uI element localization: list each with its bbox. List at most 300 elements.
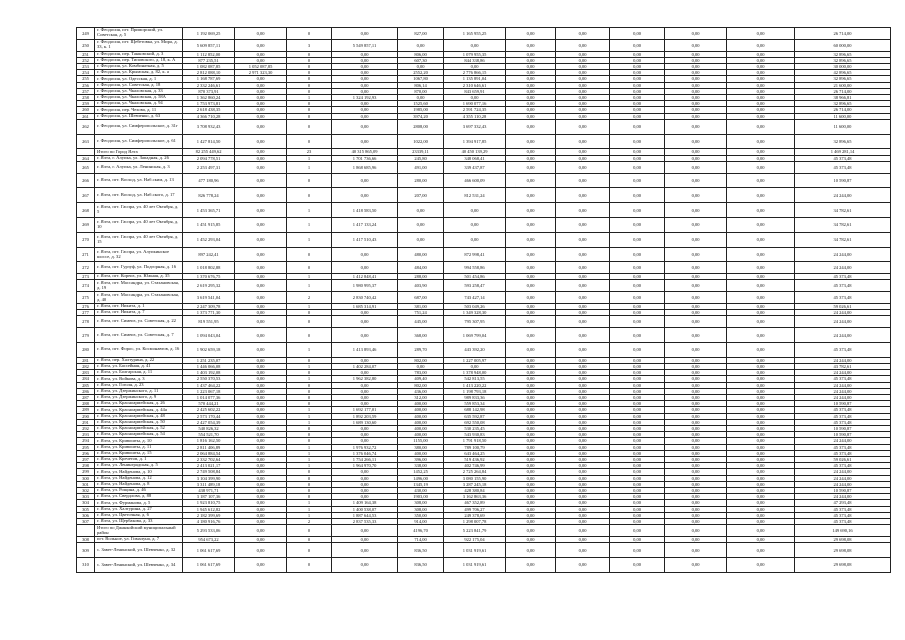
cell-cost-col-3: 0,00 bbox=[235, 370, 287, 376]
cell-cost-col-13: 32 896,65 bbox=[795, 76, 891, 82]
cell-cost-col-10: 0,00 bbox=[610, 512, 665, 518]
cell-cost-col-11: 0,00 bbox=[665, 395, 727, 401]
cell-cost-col-9: 0,00 bbox=[556, 357, 610, 363]
cell-count-col-4: 1 bbox=[287, 232, 332, 247]
cell-cost-col-12: 0,00 bbox=[727, 382, 795, 388]
cell-cost-col-11: 0,00 bbox=[665, 88, 727, 94]
cell-cost-col-9: 0,00 bbox=[556, 155, 610, 161]
cell-total-cost: 3 311 489,18 bbox=[183, 481, 235, 487]
cell-cost-col-5: 0,00 bbox=[332, 438, 398, 444]
cell-total-cost: 1 370 676,75 bbox=[183, 274, 235, 280]
cell-total-cost: 1 902 659,18 bbox=[183, 343, 235, 358]
cell-row-number: 306 bbox=[77, 512, 95, 518]
cell-cost-col-9: 0,00 bbox=[556, 382, 610, 388]
table-row bbox=[77, 558, 891, 573]
cell-row-number: 275 bbox=[77, 292, 95, 304]
cell-cost-col-3: 0,00 bbox=[235, 316, 287, 328]
cell-cost-col-3: 0,00 bbox=[235, 506, 287, 512]
cell-address: г. Ялта, ул. Войкова, д. 3 bbox=[95, 376, 183, 382]
cell-address: г. Феодосия, пгт. Щебетовка, ул. Мира, д. 33, к. 1 bbox=[95, 39, 183, 51]
cell-cost-col-7: 843 659,91 bbox=[444, 88, 506, 94]
cell-cost-col-8: 0,00 bbox=[506, 82, 556, 88]
cell-total-cost: 1 452 293,04 bbox=[183, 232, 235, 247]
cell-cost-col-7: 593 258,47 bbox=[444, 280, 506, 292]
cell-cost-col-12: 0,00 bbox=[727, 506, 795, 512]
cell-cost-col-5: 0,00 bbox=[332, 247, 398, 262]
cell-address: с. Завет-Ленинский, ул. Шевченко, д. 32 bbox=[95, 543, 183, 558]
cell-cost-col-7: 922 175,04 bbox=[444, 537, 506, 543]
cell-cost-col-9: 0,00 bbox=[556, 413, 610, 419]
cell-cost-col-9: 0,00 bbox=[556, 450, 610, 456]
cell-cost-col-5: 0,00 bbox=[332, 57, 398, 63]
cell-cost-col-3: 0,00 bbox=[235, 149, 287, 155]
cell-cost-col-7: 443 392,20 bbox=[444, 343, 506, 358]
cell-row-number: 249 bbox=[77, 28, 95, 40]
cell-cost-col-3: 0,00 bbox=[235, 218, 287, 233]
cell-row-number: 290 bbox=[77, 413, 95, 419]
cell-total-cost: 3 104 399,90 bbox=[183, 475, 235, 481]
cell-cost-col-9: 0,00 bbox=[556, 401, 610, 407]
cell-cost-col-5: 0,00 bbox=[332, 316, 398, 328]
cell-cost-col-8: 0,00 bbox=[506, 155, 556, 161]
cell-address: г. Ялта, ул. Найденова, д. 12 bbox=[95, 475, 183, 481]
cell-cost-col-8: 0,00 bbox=[506, 558, 556, 573]
cell-cost-col-8: 0,00 bbox=[506, 388, 556, 394]
cell-count-col-4: 0 bbox=[287, 370, 332, 376]
cell-cost-col-9: 0,00 bbox=[556, 316, 610, 328]
cell-cost-col-9: 0,00 bbox=[556, 519, 610, 525]
cell-total-cost: 1 403 192,08 bbox=[183, 370, 235, 376]
cell-total-cost: 82 255 449,62 bbox=[183, 149, 235, 155]
cell-cost-col-11: 0,00 bbox=[665, 450, 727, 456]
cell-cost-col-12: 0,00 bbox=[727, 481, 795, 487]
cell-total-cost: 1 362 860,24 bbox=[183, 95, 235, 101]
cell-cost-col-7: 1 791 918,50 bbox=[444, 438, 506, 444]
cell-cost-col-3: 0,00 bbox=[235, 388, 287, 394]
cell-cost-col-3: 0,00 bbox=[235, 463, 287, 469]
cell-cost-col-10: 0,00 bbox=[610, 376, 665, 382]
cell-cost-col-13: 45 373,48 bbox=[795, 155, 891, 161]
cell-cost-col-8: 0,00 bbox=[506, 407, 556, 413]
cell-cost-col-5: 1 324 192,93 bbox=[332, 95, 398, 101]
cell-total-cost: 477 180,96 bbox=[183, 173, 235, 188]
cell-row-number bbox=[77, 525, 95, 537]
cell-cost-col-3: 0,00 bbox=[235, 413, 287, 419]
cell-total-cost: 1 753 973,81 bbox=[183, 101, 235, 107]
cell-cost-col-5: 0,00 bbox=[332, 543, 398, 558]
cell-row-number: 283 bbox=[77, 370, 95, 376]
cell-cost-col-10: 0,00 bbox=[610, 543, 665, 558]
cell-cost-col-3: 0,00 bbox=[235, 432, 287, 438]
cell-cost-col-12: 0,00 bbox=[727, 450, 795, 456]
cell-cost-col-10: 0,00 bbox=[610, 274, 665, 280]
cell-cost-col-5: 1 412 848,41 bbox=[332, 274, 398, 280]
cell-cost-col-5: 0,00 bbox=[332, 357, 398, 363]
cell-cost-col-8: 0,00 bbox=[506, 525, 556, 537]
cell-cost-col-5: 0,00 bbox=[332, 310, 398, 316]
cell-cost-col-12: 0,00 bbox=[727, 512, 795, 518]
cell-row-number: 301 bbox=[77, 481, 95, 487]
cell-count-col-4: 0 bbox=[287, 134, 332, 149]
cell-cost-col-12: 0,00 bbox=[727, 88, 795, 94]
table-row bbox=[77, 173, 891, 188]
cell-cost-col-3: 0,00 bbox=[235, 51, 287, 57]
cell-cost-col-13: 29 698,08 bbox=[795, 558, 891, 573]
cell-cost-col-9: 0,00 bbox=[556, 432, 610, 438]
cell-cost-col-3: 0,00 bbox=[235, 457, 287, 463]
cell-cost-col-5: 0,00 bbox=[332, 525, 398, 537]
cell-cost-col-10: 0,00 bbox=[610, 134, 665, 149]
cell-cost-col-11: 0,00 bbox=[665, 155, 727, 161]
cell-cost-col-9: 0,00 bbox=[556, 512, 610, 518]
cell-cost-col-5: 0,00 bbox=[332, 262, 398, 274]
cell-cost-col-11: 0,00 bbox=[665, 39, 727, 51]
cell-cost-col-5: 0,00 bbox=[332, 370, 398, 376]
cell-count-col-4: 0 bbox=[287, 488, 332, 494]
cell-cost-col-12: 0,00 bbox=[727, 525, 795, 537]
cell-cost-col-13: 45 373,48 bbox=[795, 512, 891, 518]
cell-cost-col-10: 0,00 bbox=[610, 101, 665, 107]
cell-cost-col-3: 0,00 bbox=[235, 39, 287, 51]
cell-cost-col-9: 0,00 bbox=[556, 51, 610, 57]
cell-area: 836,50 bbox=[398, 558, 444, 573]
cell-cost-col-9: 0,00 bbox=[556, 494, 610, 500]
cell-cost-col-13: 34 782,61 bbox=[795, 203, 891, 218]
cell-cost-col-7: 3 697 332,43 bbox=[444, 119, 506, 134]
cell-cost-col-11: 0,00 bbox=[665, 388, 727, 394]
cell-address: г. Ялта, ул. Рощина, д. 46 bbox=[95, 488, 183, 494]
cell-cost-col-8: 0,00 bbox=[506, 232, 556, 247]
cell-cost-col-11: 0,00 bbox=[665, 218, 727, 233]
cell-cost-col-10: 0,00 bbox=[610, 537, 665, 543]
cell-address: г. Феодосия, пер. Чехова, д. 11 bbox=[95, 107, 183, 113]
cell-cost-col-9: 0,00 bbox=[556, 426, 610, 432]
cell-cost-col-5: 0,00 bbox=[332, 328, 398, 343]
cell-row-number: 268 bbox=[77, 203, 95, 218]
cell-total-cost: 1 018 802,88 bbox=[183, 262, 235, 274]
cell-cost-col-13: 42 896,65 bbox=[795, 70, 891, 76]
cell-cost-col-12: 0,00 bbox=[727, 444, 795, 450]
cell-cost-col-3: 0,00 bbox=[235, 494, 287, 500]
cell-area: 806,14 bbox=[398, 82, 444, 88]
cell-cost-col-8: 0,00 bbox=[506, 134, 556, 149]
cell-cost-col-5: 1 892 203,59 bbox=[332, 413, 398, 419]
cell-cost-col-3: 0,00 bbox=[235, 161, 287, 173]
cell-row-number: 308 bbox=[77, 537, 95, 543]
cell-total-cost: 1 061 617,69 bbox=[183, 543, 235, 558]
cell-area: 1155,00 bbox=[398, 438, 444, 444]
cell-cost-col-3: 0,00 bbox=[235, 444, 287, 450]
cell-address: г. Ялта, ул. Дзержинского, д. 9 bbox=[95, 395, 183, 401]
cell-address: г. Ялта, ул. Свердлова, д. 88 bbox=[95, 494, 183, 500]
cell-cost-col-9: 0,00 bbox=[556, 500, 610, 506]
cell-cost-col-10: 0,00 bbox=[610, 494, 665, 500]
cell-cost-col-3: 0,00 bbox=[235, 500, 287, 506]
cell-cost-col-7: 4 355 110,28 bbox=[444, 113, 506, 119]
cell-total-cost: 3 708 932,43 bbox=[183, 119, 235, 134]
cell-cost-col-7: 467 352,89 bbox=[444, 500, 506, 506]
cell-cost-col-3: 0,00 bbox=[235, 304, 287, 310]
cell-cost-col-10: 0,00 bbox=[610, 450, 665, 456]
cell-cost-col-10: 0,00 bbox=[610, 426, 665, 432]
table-row bbox=[77, 262, 891, 274]
cell-cost-col-11: 0,00 bbox=[665, 469, 727, 475]
cell-cost-col-10: 0,00 bbox=[610, 388, 665, 394]
cell-cost-col-12: 0,00 bbox=[727, 101, 795, 107]
cell-cost-col-3: 0,00 bbox=[235, 450, 287, 456]
cell-cost-col-5: 40 315 865,09 bbox=[332, 149, 398, 155]
cell-cost-col-12: 0,00 bbox=[727, 519, 795, 525]
cell-count-col-4: 0 bbox=[287, 310, 332, 316]
cell-cost-col-12: 0,00 bbox=[727, 119, 795, 134]
cell-address: г. Ялта, ул. Кривошты, д. 11 bbox=[95, 444, 183, 450]
cell-cost-col-11: 0,00 bbox=[665, 310, 727, 316]
cell-cost-col-13: 45 373,48 bbox=[795, 450, 891, 456]
cell-cost-col-7: 0,00 bbox=[444, 203, 506, 218]
cell-cost-col-10: 0,00 bbox=[610, 280, 665, 292]
cell-cost-col-7: 789 100,79 bbox=[444, 444, 506, 450]
cell-cost-col-12: 0,00 bbox=[727, 134, 795, 149]
cell-cost-col-8: 0,00 bbox=[506, 203, 556, 218]
cell-cost-col-13: 11 600,00 bbox=[795, 113, 891, 119]
cell-cost-col-12: 0,00 bbox=[727, 203, 795, 218]
cell-cost-col-7: 872 998,41 bbox=[444, 247, 506, 262]
cell-cost-col-5: 1 689 130,60 bbox=[332, 419, 398, 425]
document-page bbox=[76, 27, 890, 573]
cell-cost-col-3: 0,00 bbox=[235, 558, 287, 573]
cell-area: 1525,60 bbox=[398, 101, 444, 107]
cell-address: г. Ялта, ул. Халтурина, д. 27 bbox=[95, 506, 183, 512]
cell-cost-col-12: 0,00 bbox=[727, 413, 795, 419]
cell-area: 870,00 bbox=[398, 88, 444, 94]
cell-cost-col-13: 38 966,81 bbox=[795, 95, 891, 101]
table-row bbox=[77, 292, 891, 304]
cell-cost-col-9: 0,00 bbox=[556, 101, 610, 107]
cell-cost-col-9: 0,00 bbox=[556, 292, 610, 304]
cell-cost-col-13: 10 590,87 bbox=[795, 426, 891, 432]
cell-count-col-4: 1 bbox=[287, 407, 332, 413]
cell-total-cost: 1 446 066,08 bbox=[183, 364, 235, 370]
cell-cost-col-8: 0,00 bbox=[506, 28, 556, 40]
cell-row-number: 309 bbox=[77, 543, 95, 558]
cell-cost-col-3: 0,00 bbox=[235, 469, 287, 475]
cell-cost-col-11: 0,00 bbox=[665, 274, 727, 280]
cell-count-col-4: 0 bbox=[287, 469, 332, 475]
cell-count-col-4: 0 bbox=[287, 543, 332, 558]
cell-count-col-4: 1 bbox=[287, 218, 332, 233]
cell-total-cost: 1 014 077,36 bbox=[183, 395, 235, 401]
cell-cost-col-8: 0,00 bbox=[506, 149, 556, 155]
cell-cost-col-10: 0,00 bbox=[610, 407, 665, 413]
cell-cost-col-3: 0,00 bbox=[235, 88, 287, 94]
cell-cost-col-12: 0,00 bbox=[727, 51, 795, 57]
cell-total-cost: 1 094 043,04 bbox=[183, 328, 235, 343]
cell-cost-col-10: 0,00 bbox=[610, 395, 665, 401]
cell-cost-col-10: 0,00 bbox=[610, 95, 665, 101]
cell-cost-col-10: 0,00 bbox=[610, 188, 665, 203]
cell-count-col-4: 1 bbox=[287, 457, 332, 463]
cell-address: Итого по Город Ялта bbox=[95, 149, 183, 155]
cell-cost-col-3: 0,00 bbox=[235, 232, 287, 247]
cell-cost-col-12: 0,00 bbox=[727, 232, 795, 247]
cell-cost-col-12: 0,00 bbox=[727, 155, 795, 161]
cell-area: 914,00 bbox=[398, 519, 444, 525]
cell-cost-col-10: 0,00 bbox=[610, 469, 665, 475]
cell-cost-col-7: 2 591 724,35 bbox=[444, 107, 506, 113]
cell-cost-col-11: 0,00 bbox=[665, 304, 727, 310]
cell-address: г. Ялта, пгт. Массандра, ул. Стахановская, д. 40 bbox=[95, 292, 183, 304]
cell-cost-col-7: 348 068,41 bbox=[444, 155, 506, 161]
cell-area: 312,00 bbox=[398, 395, 444, 401]
cell-cost-col-9: 0,00 bbox=[556, 173, 610, 188]
cell-cost-col-5: 0,00 bbox=[332, 382, 398, 388]
cell-cost-col-5: 1 754 266,11 bbox=[332, 457, 398, 463]
cell-area: 0,00 bbox=[398, 39, 444, 51]
cell-cost-col-3: 0,00 bbox=[235, 376, 287, 382]
table-row bbox=[77, 218, 891, 233]
cell-area: 245,80 bbox=[398, 155, 444, 161]
cell-total-cost: 2 332 702,64 bbox=[183, 457, 235, 463]
cell-address: г. Ялта, ул. Красноармейская, д. 50 bbox=[95, 419, 183, 425]
cell-total-cost: 2 749 508,84 bbox=[183, 469, 235, 475]
cell-cost-col-7: 402 746,99 bbox=[444, 463, 506, 469]
cell-total-cost: 1 223 067,18 bbox=[183, 388, 235, 394]
cell-cost-col-12: 0,00 bbox=[727, 280, 795, 292]
cell-count-col-4: 0 bbox=[287, 51, 332, 57]
cell-address: г. Ялта, ул. Гоголя, д. 23 bbox=[95, 382, 183, 388]
cell-count-col-4: 0 bbox=[287, 395, 332, 401]
table-row bbox=[77, 343, 891, 358]
cell-cost-col-7: 1 690 077,16 bbox=[444, 101, 506, 107]
cell-cost-col-10: 0,00 bbox=[610, 57, 665, 63]
cell-cost-col-11: 0,00 bbox=[665, 364, 727, 370]
table-row bbox=[77, 525, 891, 537]
cell-cost-col-10: 0,00 bbox=[610, 500, 665, 506]
table-row bbox=[77, 280, 891, 292]
cell-cost-col-13: 1 469 281,14 bbox=[795, 149, 891, 155]
cell-cost-col-8: 0,00 bbox=[506, 376, 556, 382]
cell-cost-col-7: 1 413 220,22 bbox=[444, 382, 506, 388]
cell-cost-col-9: 0,00 bbox=[556, 82, 610, 88]
cell-cost-col-5: 1 402 284,07 bbox=[332, 364, 398, 370]
cell-cost-col-8: 0,00 bbox=[506, 419, 556, 425]
cell-area: 0,00 bbox=[398, 95, 444, 101]
cell-cost-col-8: 0,00 bbox=[506, 426, 556, 432]
cell-cost-col-10: 0,00 bbox=[610, 161, 665, 173]
cell-address: г. Ялта, ул. Цветочная, д. 6 bbox=[95, 512, 183, 518]
cell-row-number: 252 bbox=[77, 57, 95, 63]
cell-area: 1067,80 bbox=[398, 76, 444, 82]
cell-cost-col-10: 0,00 bbox=[610, 51, 665, 57]
cell-area: 400,00 bbox=[398, 432, 444, 438]
cell-total-cost: 1 061 617,69 bbox=[183, 558, 235, 573]
cell-cost-col-7: 466 600,09 bbox=[444, 173, 506, 188]
cell-cost-col-13: 24 244,00 bbox=[795, 357, 891, 363]
cell-area: 806,00 bbox=[398, 51, 444, 57]
cell-address: г. Ялта, ул. Красноармейская, д. 54 bbox=[95, 432, 183, 438]
cell-cost-col-13: 24 244,00 bbox=[795, 310, 891, 316]
cell-count-col-4: 0 bbox=[287, 316, 332, 328]
cell-address: г. Феодосия, ул. Симферопольское, д. 61 bbox=[95, 134, 183, 149]
cell-cost-col-10: 0,00 bbox=[610, 444, 665, 450]
cell-total-cost: 2 425 602,22 bbox=[183, 407, 235, 413]
cell-cost-col-9: 0,00 bbox=[556, 134, 610, 149]
cell-count-col-4: 1 bbox=[287, 512, 332, 518]
cell-cost-col-13: 21 600,00 bbox=[795, 82, 891, 88]
cell-cost-col-3: 1 052 087,85 bbox=[235, 64, 287, 70]
cell-count-col-4: 1 bbox=[287, 203, 332, 218]
cell-cost-col-9: 0,00 bbox=[556, 370, 610, 376]
cell-total-cost: 2 094 778,51 bbox=[183, 155, 235, 161]
cell-cost-col-10: 0,00 bbox=[610, 203, 665, 218]
cell-cost-col-11: 0,00 bbox=[665, 537, 727, 543]
cell-total-cost: 819 551,95 bbox=[183, 316, 235, 328]
cell-cost-col-5: 0,00 bbox=[332, 537, 398, 543]
cell-address: г. Ялта, ул. Красноармейская, д. 48 bbox=[95, 413, 183, 419]
cell-row-number: 294 bbox=[77, 438, 95, 444]
cell-cost-col-10: 0,00 bbox=[610, 328, 665, 343]
cell-cost-col-8: 0,00 bbox=[506, 274, 556, 280]
cell-cost-col-12: 0,00 bbox=[727, 426, 795, 432]
cell-address: г. Феодосия, ул. Чкаловская, д. 33 bbox=[95, 88, 183, 94]
cell-area: 714,00 bbox=[398, 537, 444, 543]
cell-cost-col-11: 0,00 bbox=[665, 512, 727, 518]
cell-cost-col-5: 1 868 685,96 bbox=[332, 161, 398, 173]
cell-cost-col-9: 0,00 bbox=[556, 444, 610, 450]
cell-count-col-4: 1 bbox=[287, 500, 332, 506]
cell-cost-col-10: 0,00 bbox=[610, 107, 665, 113]
cell-cost-col-11: 0,00 bbox=[665, 494, 727, 500]
cell-count-col-4: 0 bbox=[287, 64, 332, 70]
cell-address: г. Феодосия, ул. Шевченко, д. 63 bbox=[95, 113, 183, 119]
cell-cost-col-7: 0,00 bbox=[444, 64, 506, 70]
cell-cost-col-12: 0,00 bbox=[727, 173, 795, 188]
cell-cost-col-13: 30 000,00 bbox=[795, 64, 891, 70]
cell-cost-col-3: 0,00 bbox=[235, 280, 287, 292]
cell-cost-col-8: 0,00 bbox=[506, 395, 556, 401]
cell-address: г. Ялта, пгт. Гаспра, ул. Алупкинское шоссе, д. 32 bbox=[95, 247, 183, 262]
cell-cost-col-11: 0,00 bbox=[665, 426, 727, 432]
cell-cost-col-7: 1 079 955,35 bbox=[444, 51, 506, 57]
cell-cost-col-9: 0,00 bbox=[556, 463, 610, 469]
cell-cost-col-8: 0,00 bbox=[506, 543, 556, 558]
cell-cost-col-3: 0,00 bbox=[235, 134, 287, 149]
cell-total-cost: 2 253 497,31 bbox=[183, 161, 235, 173]
cell-cost-col-8: 0,00 bbox=[506, 364, 556, 370]
cell-total-cost: 826 778,24 bbox=[183, 188, 235, 203]
table-row bbox=[77, 203, 891, 218]
cell-row-number: 291 bbox=[77, 419, 95, 425]
cell-cost-col-10: 0,00 bbox=[610, 432, 665, 438]
cell-cost-col-9: 0,00 bbox=[556, 376, 610, 382]
cell-cost-col-9: 0,00 bbox=[556, 218, 610, 233]
cell-cost-col-9: 0,00 bbox=[556, 537, 610, 543]
cell-cost-col-11: 0,00 bbox=[665, 247, 727, 262]
cell-total-cost: 438 971,71 bbox=[183, 488, 235, 494]
cell-cost-col-12: 0,00 bbox=[727, 376, 795, 382]
cell-cost-col-9: 0,00 bbox=[556, 407, 610, 413]
cell-cost-col-5: 1 964 970,70 bbox=[332, 463, 398, 469]
cell-cost-col-10: 0,00 bbox=[610, 488, 665, 494]
cell-cost-col-13: 45 373,48 bbox=[795, 444, 891, 450]
cell-cost-col-11: 0,00 bbox=[665, 203, 727, 218]
cell-cost-col-9: 0,00 bbox=[556, 39, 610, 51]
cell-cost-col-8: 0,00 bbox=[506, 500, 556, 506]
cell-area: 491,00 bbox=[398, 161, 444, 173]
cell-address: г. Ялта, ул. Щербакова, д. 33 bbox=[95, 519, 183, 525]
cell-area: 409,40 bbox=[398, 376, 444, 382]
cell-cost-col-9: 0,00 bbox=[556, 364, 610, 370]
